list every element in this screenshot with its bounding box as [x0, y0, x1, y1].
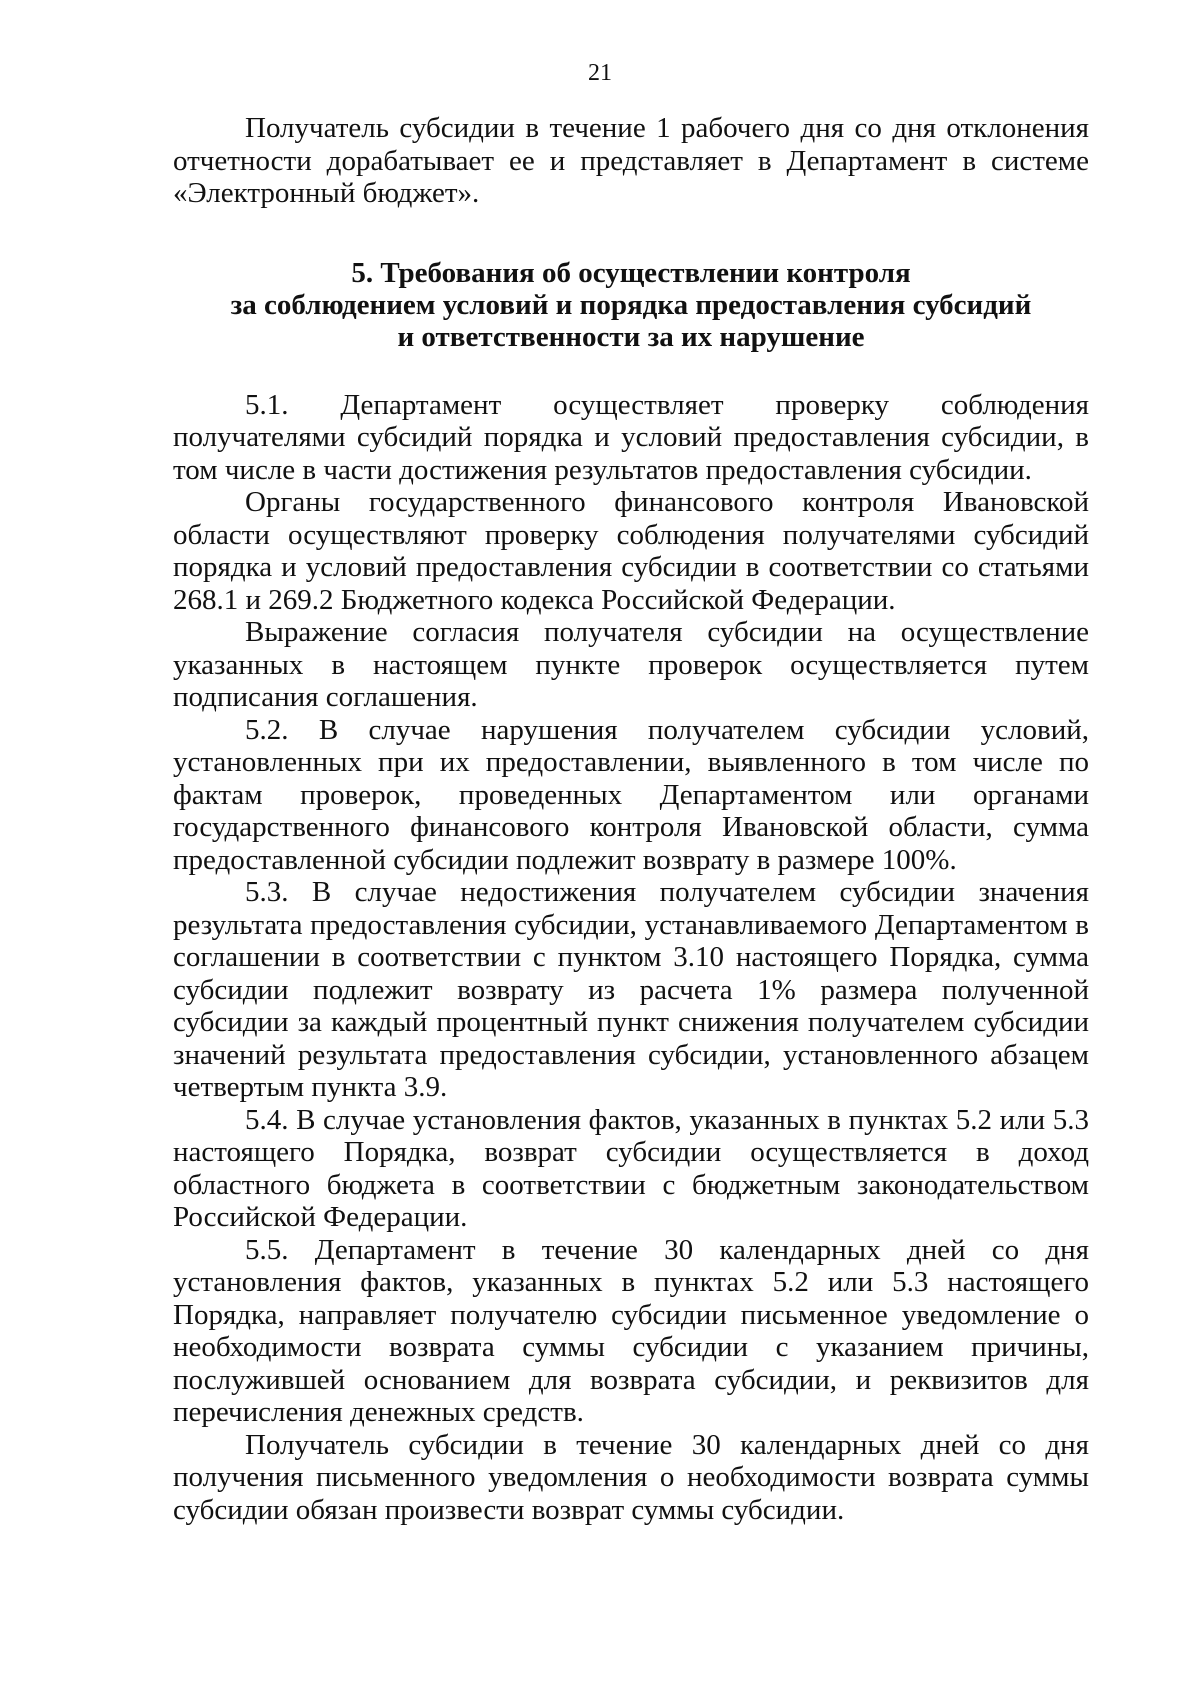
- section-heading: [173, 257, 1089, 353]
- intro-paragraph: Получатель субсидии в течение 1 рабочего дня со дня отклонения отчетности дорабатывает ее и представляет в Департамент в системе «Электронный бюджет».: [173, 112, 1089, 209]
- section-heading-line: и ответственности за их нарушение: [397, 320, 865, 353]
- page-content: [173, 112, 1089, 1526]
- paragraph-5-2: 5.2. В случае нарушения получателем субсидии условий, установленных при их предоставлении, выявленного в том числе по фактам проверок, проведенных Департаментом или органами государственного финансового контроля Ивановской области, сумма предоставленной субсидии подлежит возврату в размере 100%.: [173, 713, 1089, 876]
- section-heading-line: 5. Требования об осуществлении контроля: [351, 256, 911, 289]
- paragraph-consent: Выражение согласия получателя субсидии на осуществление указанных в настоящем пункте проверок осуществляется путем подписания соглашения.: [173, 616, 1089, 713]
- section-heading-line: за соблюдением условий и порядка предоставления субсидий: [230, 288, 1032, 321]
- paragraph-5-4: 5.4. В случае установления фактов, указанных в пунктах 5.2 или 5.3 настоящего Порядка, возврат субсидии осуществляется в доход областного бюджета в соответствии с бюджетным законодательством Российской Федерации.: [173, 1103, 1089, 1233]
- paragraph-5-3: 5.3. В случае недостижения получателем субсидии значения результата предоставления субсидии, устанавливаемого Департаментом в соглашении в соответствии с пунктом 3.10 настоящего Порядка, сумма субсидии подлежит возврату из расчета 1% размера полученной субсидии за каждый процентный пункт снижения получателем субсидии значений результата предоставления субсидии, установленного абзацем четвертым пункта 3.9.: [173, 876, 1089, 1103]
- paragraph-control-bodies: Органы государственного финансового контроля Ивановской области осуществляют проверку соблюдения получателями субсидий порядка и условий предоставления субсидии в соответствии со статьями 268.1 и 269.2 Бюджетного кодекса Российской Федерации.: [173, 486, 1089, 616]
- paragraph-5-5: 5.5. Департамент в течение 30 календарных дней со дня установления фактов, указанных в пунктах 5.2 или 5.3 настоящего Порядка, направляет получателю субсидии письменное уведомление о необходимости возврата суммы субсидии с указанием причины, послужившей основанием для возврата субсидии, и реквизитов для перечисления денежных средств.: [173, 1233, 1089, 1428]
- paragraph-return-obligation: Получатель субсидии в течение 30 календарных дней со дня получения письменного уведомления о необходимости возврата суммы субсидии обязан произвести возврат суммы субсидии.: [173, 1428, 1089, 1526]
- page-number: 21: [588, 60, 612, 86]
- paragraph-5-1: 5.1. Департамент осуществляет проверку соблюдения получателями субсидий порядка и условий предоставления субсидии, в том числе в части достижения результатов предоставления субсидии.: [173, 388, 1089, 486]
